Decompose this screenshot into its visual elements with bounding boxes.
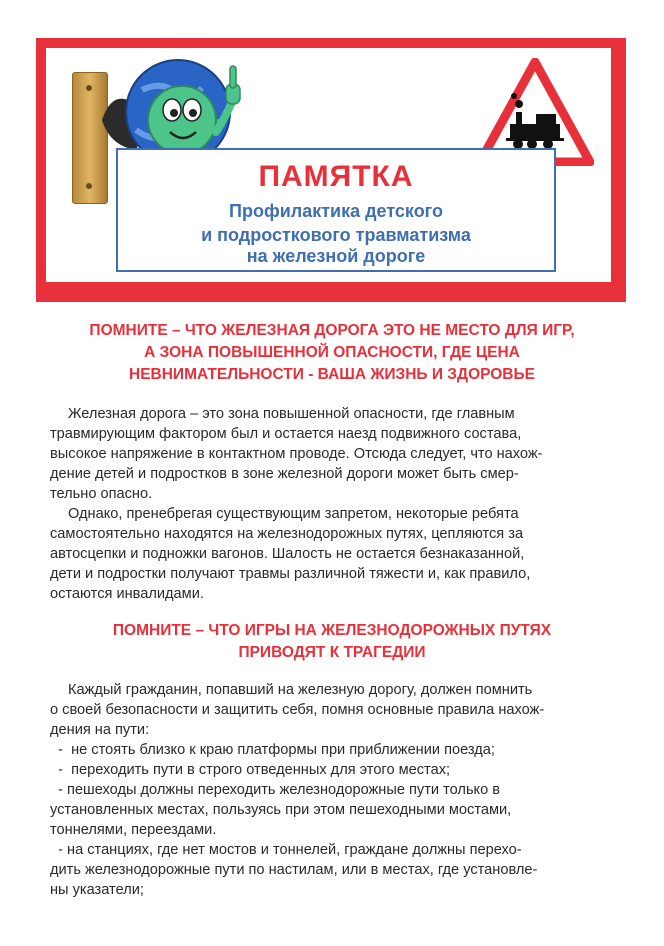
paragraph-line: установленных местах, пользуясь при этом пешеходными мостами, (50, 802, 512, 818)
paragraph-line: тоннелями, переездами. (50, 822, 217, 838)
paragraph-1 (50, 404, 610, 504)
warning-heading-2 (30, 620, 634, 664)
heading-line: ПОМНИТЕ – ЧТО ИГРЫ НА ЖЕЛЕЗНОДОРОЖНЫХ ПУТЯХ (112, 622, 552, 639)
subtitle-line: на железной дороге (246, 246, 426, 266)
rule-list-item: - на станциях, где нет мостов и тоннелей, граждане должны перехо- (50, 842, 522, 858)
rule-list-item: - не стоять близко к краю платформы при приближении поезда; (50, 742, 495, 758)
heading-line: ПОМНИТЕ – ЧТО ЖЕЛЕЗНАЯ ДОРОГА ЭТО НЕ МЕСТО ДЛЯ ИГР, (89, 322, 575, 339)
bolt-icon (86, 183, 92, 189)
paragraph-line: Однако, пренебрегая существующим запретом, некоторые ребята (68, 506, 519, 522)
paragraph-line: Каждый гражданин, попавший на железную дорогу, должен помнить (68, 682, 533, 698)
paragraph-line: травмирующим фактором был и остается наезд подвижного состава, (50, 426, 522, 442)
paragraph-line: остаются инвалидами. (50, 586, 204, 602)
heading-line: А ЗОНА ПОВЫШЕННОЙ ОПАСНОСТИ, ГДЕ ЦЕНА (144, 344, 520, 361)
paragraph-line: ны указатели; (50, 882, 144, 898)
title-box (116, 148, 556, 272)
paragraph-line: высокое напряжение в контактном проводе. Отсюда следует, что нахож- (50, 446, 543, 462)
page-title: ПАМЯТКА (258, 160, 414, 193)
subtitle-line: Профилактика детского (229, 201, 443, 221)
paragraph-line: дения на пути: (50, 722, 150, 738)
paragraph-line: Железная дорога – это зона повышенной опасности, где главным (68, 406, 515, 422)
paragraph-line: дение детей и подростков в зоне железной дороги может быть смер- (50, 466, 519, 482)
subtitle-line: и подросткового травматизма (201, 225, 471, 245)
paragraph-line: автосцепки и подножки вагонов. Шалость не остается безнаказанной, (50, 546, 525, 562)
warning-heading-1 (30, 320, 634, 386)
rule-list-item: - пешеходы должны переходить железнодорожные пути только в (50, 782, 501, 798)
rule-list-item: - переходить пути в строго отведенных для этого местах; (50, 762, 451, 778)
paragraph-line: дети и подростки получают травмы различной тяжести и, как правило, (50, 566, 531, 582)
paragraph-line: о своей безопасности и защитить себя, помня основные правила нахож- (50, 702, 545, 718)
paragraph-line: самостоятельно находятся на железнодорожных путях, цепляются за (50, 526, 524, 542)
heading-line: ПРИВОДЯТ К ТРАГЕДИИ (238, 644, 426, 661)
heading-line: НЕВНИМАТЕЛЬНОСТИ - ВАША ЖИЗНЬ И ЗДОРОВЬЕ (129, 366, 535, 383)
paragraph-3-rules (50, 680, 610, 900)
paragraph-line: дить железнодорожные пути по настилам, или в местах, где установле- (50, 862, 538, 878)
paragraph-line: тельно опасно. (50, 486, 153, 502)
paragraph-2 (50, 504, 610, 604)
